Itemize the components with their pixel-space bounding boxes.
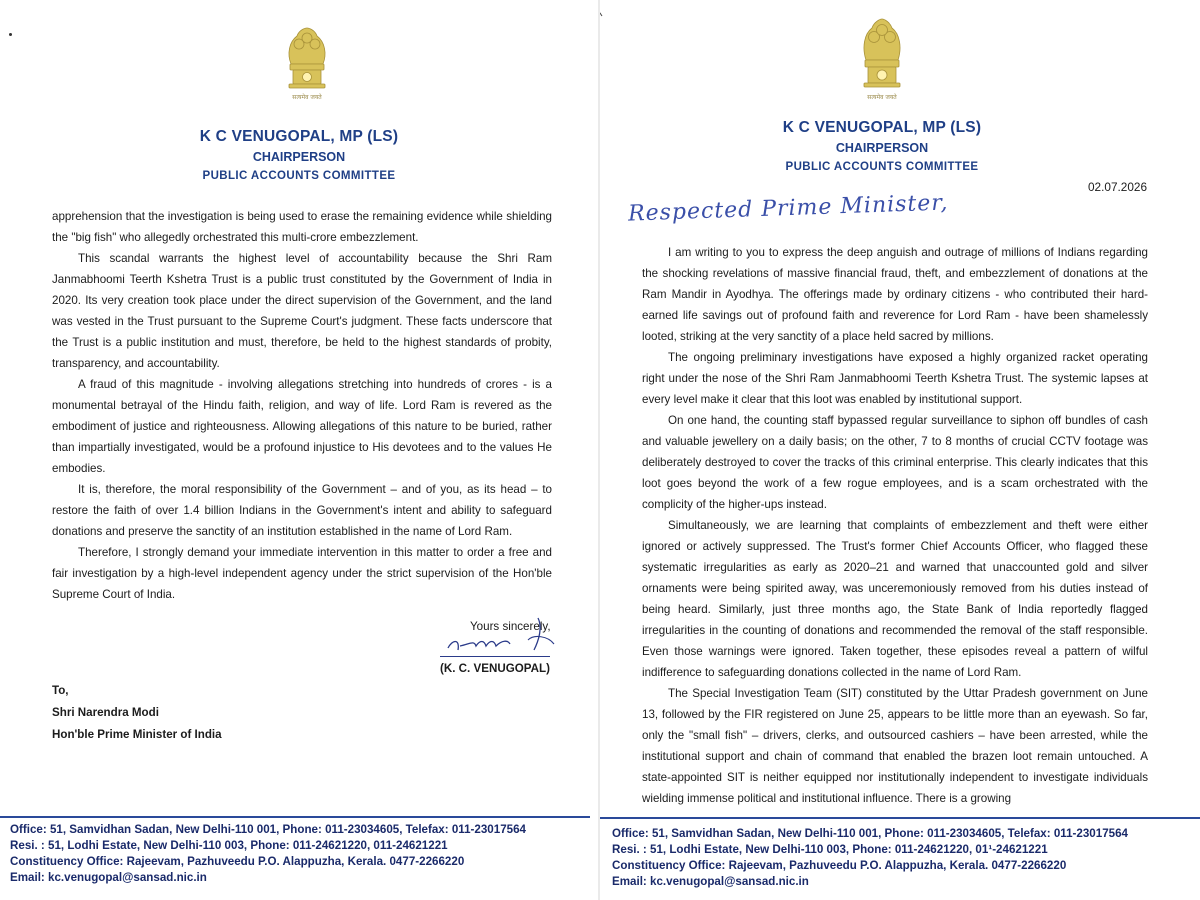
letterhead xyxy=(0,128,598,182)
footer-line: Resi. : 51, Lodhi Estate, New Delhi-110 003, Phone: 011-24621220, 011-24621221 xyxy=(10,839,448,852)
state-emblem-icon xyxy=(277,24,337,104)
svg-text:सत्यमेव जयते: सत्यमेव जयते xyxy=(867,94,897,101)
letterhead-committee: PUBLIC ACCOUNTS COMMITTEE xyxy=(785,161,979,173)
letter-date: 02.07.2026 xyxy=(1088,180,1148,194)
recipient-title: Hon'ble Prime Minister of India xyxy=(52,728,222,741)
footer-address xyxy=(10,822,526,886)
letter-page-1 xyxy=(600,0,1200,900)
paragraph: apprehension that the investigation is being used to erase the remaining evidence while shielding the "big fish" who allegedly orchestrated this multi-crore embezzlement. xyxy=(52,210,552,244)
paragraph: Therefore, I strongly demand your immediate intervention in this matter to order a free and fair investigation by a high-level independent agency under the strict supervision of the Hon'ble Supreme Court of India. xyxy=(52,546,552,601)
letterhead-name: K C VENUGOPAL, MP (LS) xyxy=(199,128,399,145)
footer-line: Office: 51, Samvidhan Sadan, New Delhi-110 001, Phone: 011-23034605, Telefax: 011-23017564 xyxy=(612,827,1128,840)
letterhead-committee: PUBLIC ACCOUNTS COMMITTEE xyxy=(202,170,396,182)
paragraph: A fraud of this magnitude - involving allegations stretching into hundreds of crores - is a monumental betrayal of the Hindu faith, religion, and way of life. Lord Ram is revered as the embodiment of justice and righteousness. Allowing allegations of this nature to be buried, rather than impartially investigated, would be a profound injustice to His devotees and to the values He embodies. xyxy=(52,378,552,475)
footer-line: Constituency Office: Rajeevam, Pazhuveedu P.O. Alappuzha, Kerala. 0477-2266220 xyxy=(612,859,1067,872)
letterhead xyxy=(600,119,1164,173)
letterhead-name: K C VENUGOPAL, MP (LS) xyxy=(782,119,982,136)
state-emblem-icon xyxy=(852,14,912,104)
footer-line: Office: 51, Samvidhan Sadan, New Delhi-110 001, Phone: 011-23034605, Telefax: 011-23017564 xyxy=(10,823,526,836)
paragraph: This scandal warrants the highest level of accountability because the Shri Ram Janmabhoomi Teerth Kshetra Trust is a public trust constituted by the Government of India in 2020. Its very creation took place under the direct supervision of the Government, and the land was vested in the Trust pursuant to the Supreme Court's judgment. These facts underscore that the Trust is a public institution and must, therefore, be held to the highest standards of probity, transparency, and accountability. xyxy=(52,252,552,370)
paragraph: On one hand, the counting staff bypassed regular surveillance to siphon off bundles of cash and valuable jewellery on a daily basis; on the other, 7 to 8 months of crucial CCTV footage was deliberately destroyed to cover the tracks of this criminal enterprise. This clearly indicates that this loot goes beyond the work of a few rogue employees, and is a scam orchestrated with the complicity of the higher-ups instead. xyxy=(642,414,1148,511)
svg-text:सत्यमेव जयते: सत्यमेव जयते xyxy=(292,94,322,101)
scan-speck xyxy=(9,33,12,36)
scan-mark-icon xyxy=(600,0,610,20)
footer-line: Email: kc.venugopal@sansad.nic.in xyxy=(10,871,207,884)
paragraph: Simultaneously, we are learning that complaints of embezzlement and theft were either ignored or actively suppressed. The Trust's former Chief Accounts Officer, who flagged these systematic irregularities as early as 2020–21 and warned that unaccounted gold and silver ornaments were being spirited away, was unceremoniously removed from his duties instead of being heard. Similarly, just three months ago, the State Bank of India reportedly flagged irregularities in the counting of donations and recommended the removal of the staff responsible. Even those warnings were ignored. Taken together, these episodes reveal a pattern of wilful indifference to safeguarding donations collected in the name of Lord Ram. xyxy=(642,519,1148,679)
signatory-name: (K. C. VENUGOPAL) xyxy=(440,656,550,679)
handwritten-signature-icon xyxy=(430,610,570,660)
letter-page-2 xyxy=(0,0,598,900)
handwritten-salutation: Respected Prime Minister, xyxy=(627,190,949,227)
footer-line: Resi. : 51, Lodhi Estate, New Delhi-110 003, Phone: 011-24621220, 01¹-24621221 xyxy=(612,843,1048,856)
letter-body xyxy=(52,206,552,605)
recipient-name: Shri Narendra Modi xyxy=(52,706,159,719)
footer-divider xyxy=(600,817,1200,819)
recipient-label: To, xyxy=(52,684,69,697)
paragraph: The Special Investigation Team (SIT) constituted by the Uttar Pradesh government on June 13, followed by the FIR registered on June 25, appears to be little more than an eyewash. So far, only the "small fish" – drivers, clerks, and outsourced cashiers – have been arrested, while the institutional support and chain of command that enabled the brazen loot remain untouched. A state-appointed SIT is neither equipped nor institutionally independent to investigate individuals wielding immense political and institutional influence. There is a growing xyxy=(642,687,1148,805)
letterhead-designation: CHAIRPERSON xyxy=(252,150,346,164)
paragraph: It is, therefore, the moral responsibility of the Government – and of you, as its head – to restore the faith of over 1.4 billion Indians in the Government's intent and ability to safeguard donations and preserve the sanctity of an institution established in the name of Lord Ram. xyxy=(52,483,552,538)
paragraph: I am writing to you to express the deep anguish and outrage of millions of Indians regarding the shocking revelations of massive financial fraud, theft, and embezzlement of donations at the Ram Mandir in Ayodhya. The offerings made by ordinary citizens - who contributed their hard-earned life savings out of profound faith and reverence for Lord Ram - have been shamelessly looted, striking at the very sanctity of a place held sacred by millions. xyxy=(642,246,1148,343)
footer-divider xyxy=(0,816,590,818)
letterhead-designation: CHAIRPERSON xyxy=(835,141,929,155)
letter-body xyxy=(642,242,1148,809)
recipient-block xyxy=(52,680,222,746)
footer-address xyxy=(612,826,1128,890)
closing-salutation: Yours sincerely, xyxy=(470,620,551,633)
paragraph: The ongoing preliminary investigations have exposed a highly organized racket operating right under the nose of the Shri Ram Janmabhoomi Teerth Kshetra Trust. The systemic lapses at every level make it clear that this loot was enabled by institutional support. xyxy=(642,351,1148,406)
footer-line: Constituency Office: Rajeevam, Pazhuveedu P.O. Alappuzha, Kerala. 0477-2266220 xyxy=(10,855,465,868)
footer-line: Email: kc.venugopal@sansad.nic.in xyxy=(612,875,809,888)
